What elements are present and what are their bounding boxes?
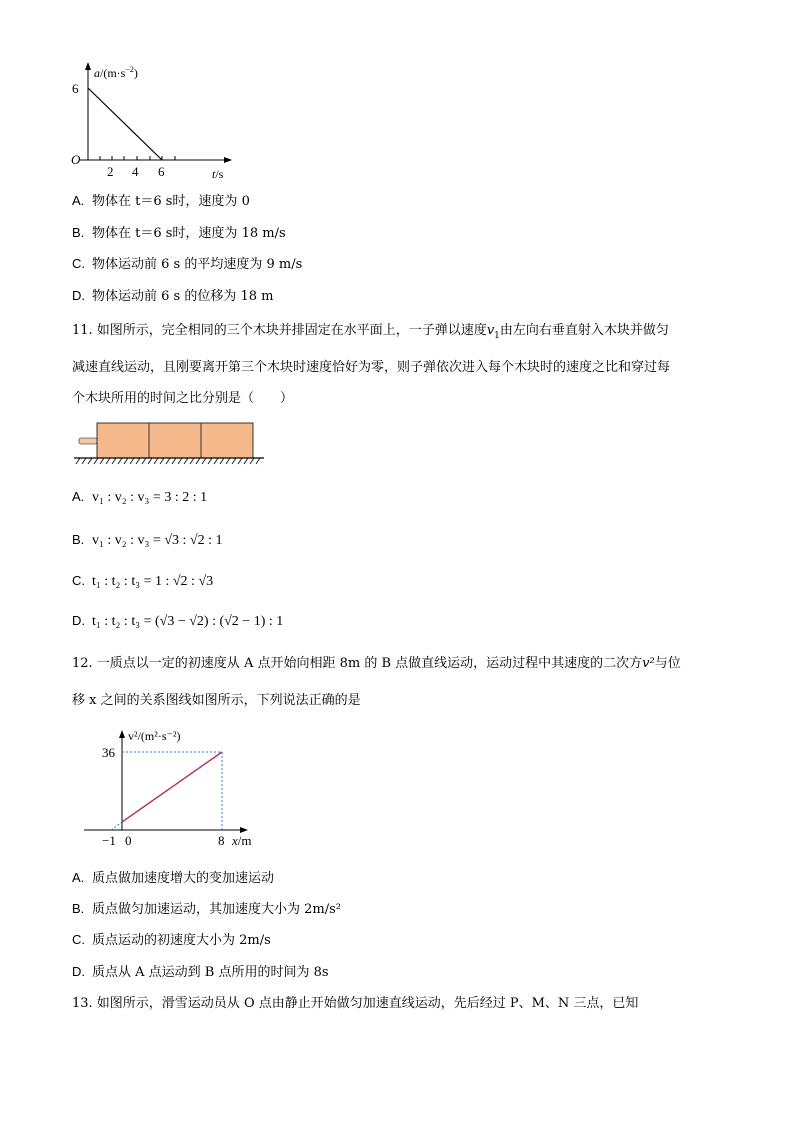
q11-option-a: A. v₁ : v₂ : v₃ = 3 : 2 : 1 bbox=[72, 489, 208, 505]
v2x-data-line bbox=[122, 752, 222, 822]
at-x-tick-6: 6 bbox=[158, 164, 165, 179]
q11-option-c: C. t₁ : t₂ : t₃ = 1 : √2 : √3 bbox=[72, 573, 214, 589]
x-axis-arrow bbox=[224, 157, 232, 163]
q12-option-a: A. 质点做加速度增大的变加速运动 bbox=[72, 870, 275, 886]
at-y-label: $a/(m\cdot s^{-2})$ bbox=[94, 65, 138, 80]
q12-option-d: D. 质点从 A 点运动到 B 点所用的时间为 8s bbox=[72, 964, 329, 980]
q11-option-b: B. v₁ : v₂ : v₃ = √3 : √2 : 1 bbox=[72, 532, 223, 548]
v2x-x-label: x/m bbox=[232, 833, 252, 848]
v2x-y-label: v²/(m²·s⁻²) bbox=[128, 729, 181, 743]
y-axis-arrow bbox=[85, 62, 91, 70]
q11-option-d: D. t₁ : t₂ : t₃ = (√3 − √2) : (√2 − 1) : 1 bbox=[72, 613, 284, 629]
at-y-tick: 6 bbox=[72, 81, 79, 96]
q12-option-b: B. 质点做匀加速运动，其加速度大小为 2m/s² bbox=[72, 901, 341, 917]
bullet bbox=[79, 438, 97, 444]
at-x-tick-2: 2 bbox=[107, 164, 114, 179]
q13-stem-line1: 13. 如图所示，滑雪运动员从 O 点由静止开始做匀加速直线运动，先后经过 P、M、N 三点，已知 bbox=[72, 996, 639, 1011]
at-graph bbox=[71, 58, 250, 183]
q11-stem-line3: 个木块所用的时间之比分别是（ ） bbox=[72, 391, 294, 406]
q12-option-c: C. 质点运动的初速度大小为 2m/s bbox=[72, 932, 271, 948]
v2x-y-arrow bbox=[119, 730, 125, 738]
q10-option-b: B. 物体在 t＝6 s时，速度为 18 m/s bbox=[72, 225, 286, 241]
q12-stem-line2: 移 x 之间的关系图线如图所示，下列说法正确的是 bbox=[72, 693, 361, 708]
block-3 bbox=[201, 423, 253, 458]
q11-stem-line1: 11. 如图所示，完全相同的三个木块并排固定在水平面上，一子弹以速度$v_1$由左向右垂直射入木块并做匀 bbox=[72, 323, 669, 341]
v2x-x-tick: 8 bbox=[218, 833, 225, 848]
ground-hatch bbox=[76, 458, 260, 464]
v2x-y-tick: 36 bbox=[102, 745, 115, 760]
v2x-extension bbox=[111, 822, 122, 830]
blocks-figure bbox=[74, 420, 269, 468]
block-2 bbox=[149, 423, 201, 458]
at-origin: O bbox=[71, 152, 81, 167]
v2x-neg-tick: −1 bbox=[102, 833, 116, 848]
q10-option-d: D. 物体运动前 6 s 的位移为 18 m bbox=[72, 288, 274, 304]
at-data-line bbox=[88, 88, 162, 160]
q10-option-a: A. 物体在 t＝6 s时，速度为 0 bbox=[72, 193, 250, 209]
q11-stem-line2: 减速直线运动，且刚要离开第三个木块时速度恰好为零，则子弹依次进入每个木块时的速度之比和穿过每 bbox=[72, 360, 671, 375]
v2x-graph bbox=[80, 724, 270, 852]
q10-option-c: C. 物体运动前 6 s 的平均速度为 9 m/s bbox=[72, 256, 303, 272]
v2x-origin: 0 bbox=[125, 833, 132, 848]
at-x-label: t/s bbox=[212, 167, 224, 181]
at-x-tick-4: 4 bbox=[132, 164, 139, 179]
q12-stem-line1: 12. 一质点以一定的初速度从 A 点开始向相距 8m 的 B 点做直线运动，运动过程中其速度的二次方v²与位 bbox=[72, 656, 681, 671]
block-1 bbox=[97, 423, 149, 458]
